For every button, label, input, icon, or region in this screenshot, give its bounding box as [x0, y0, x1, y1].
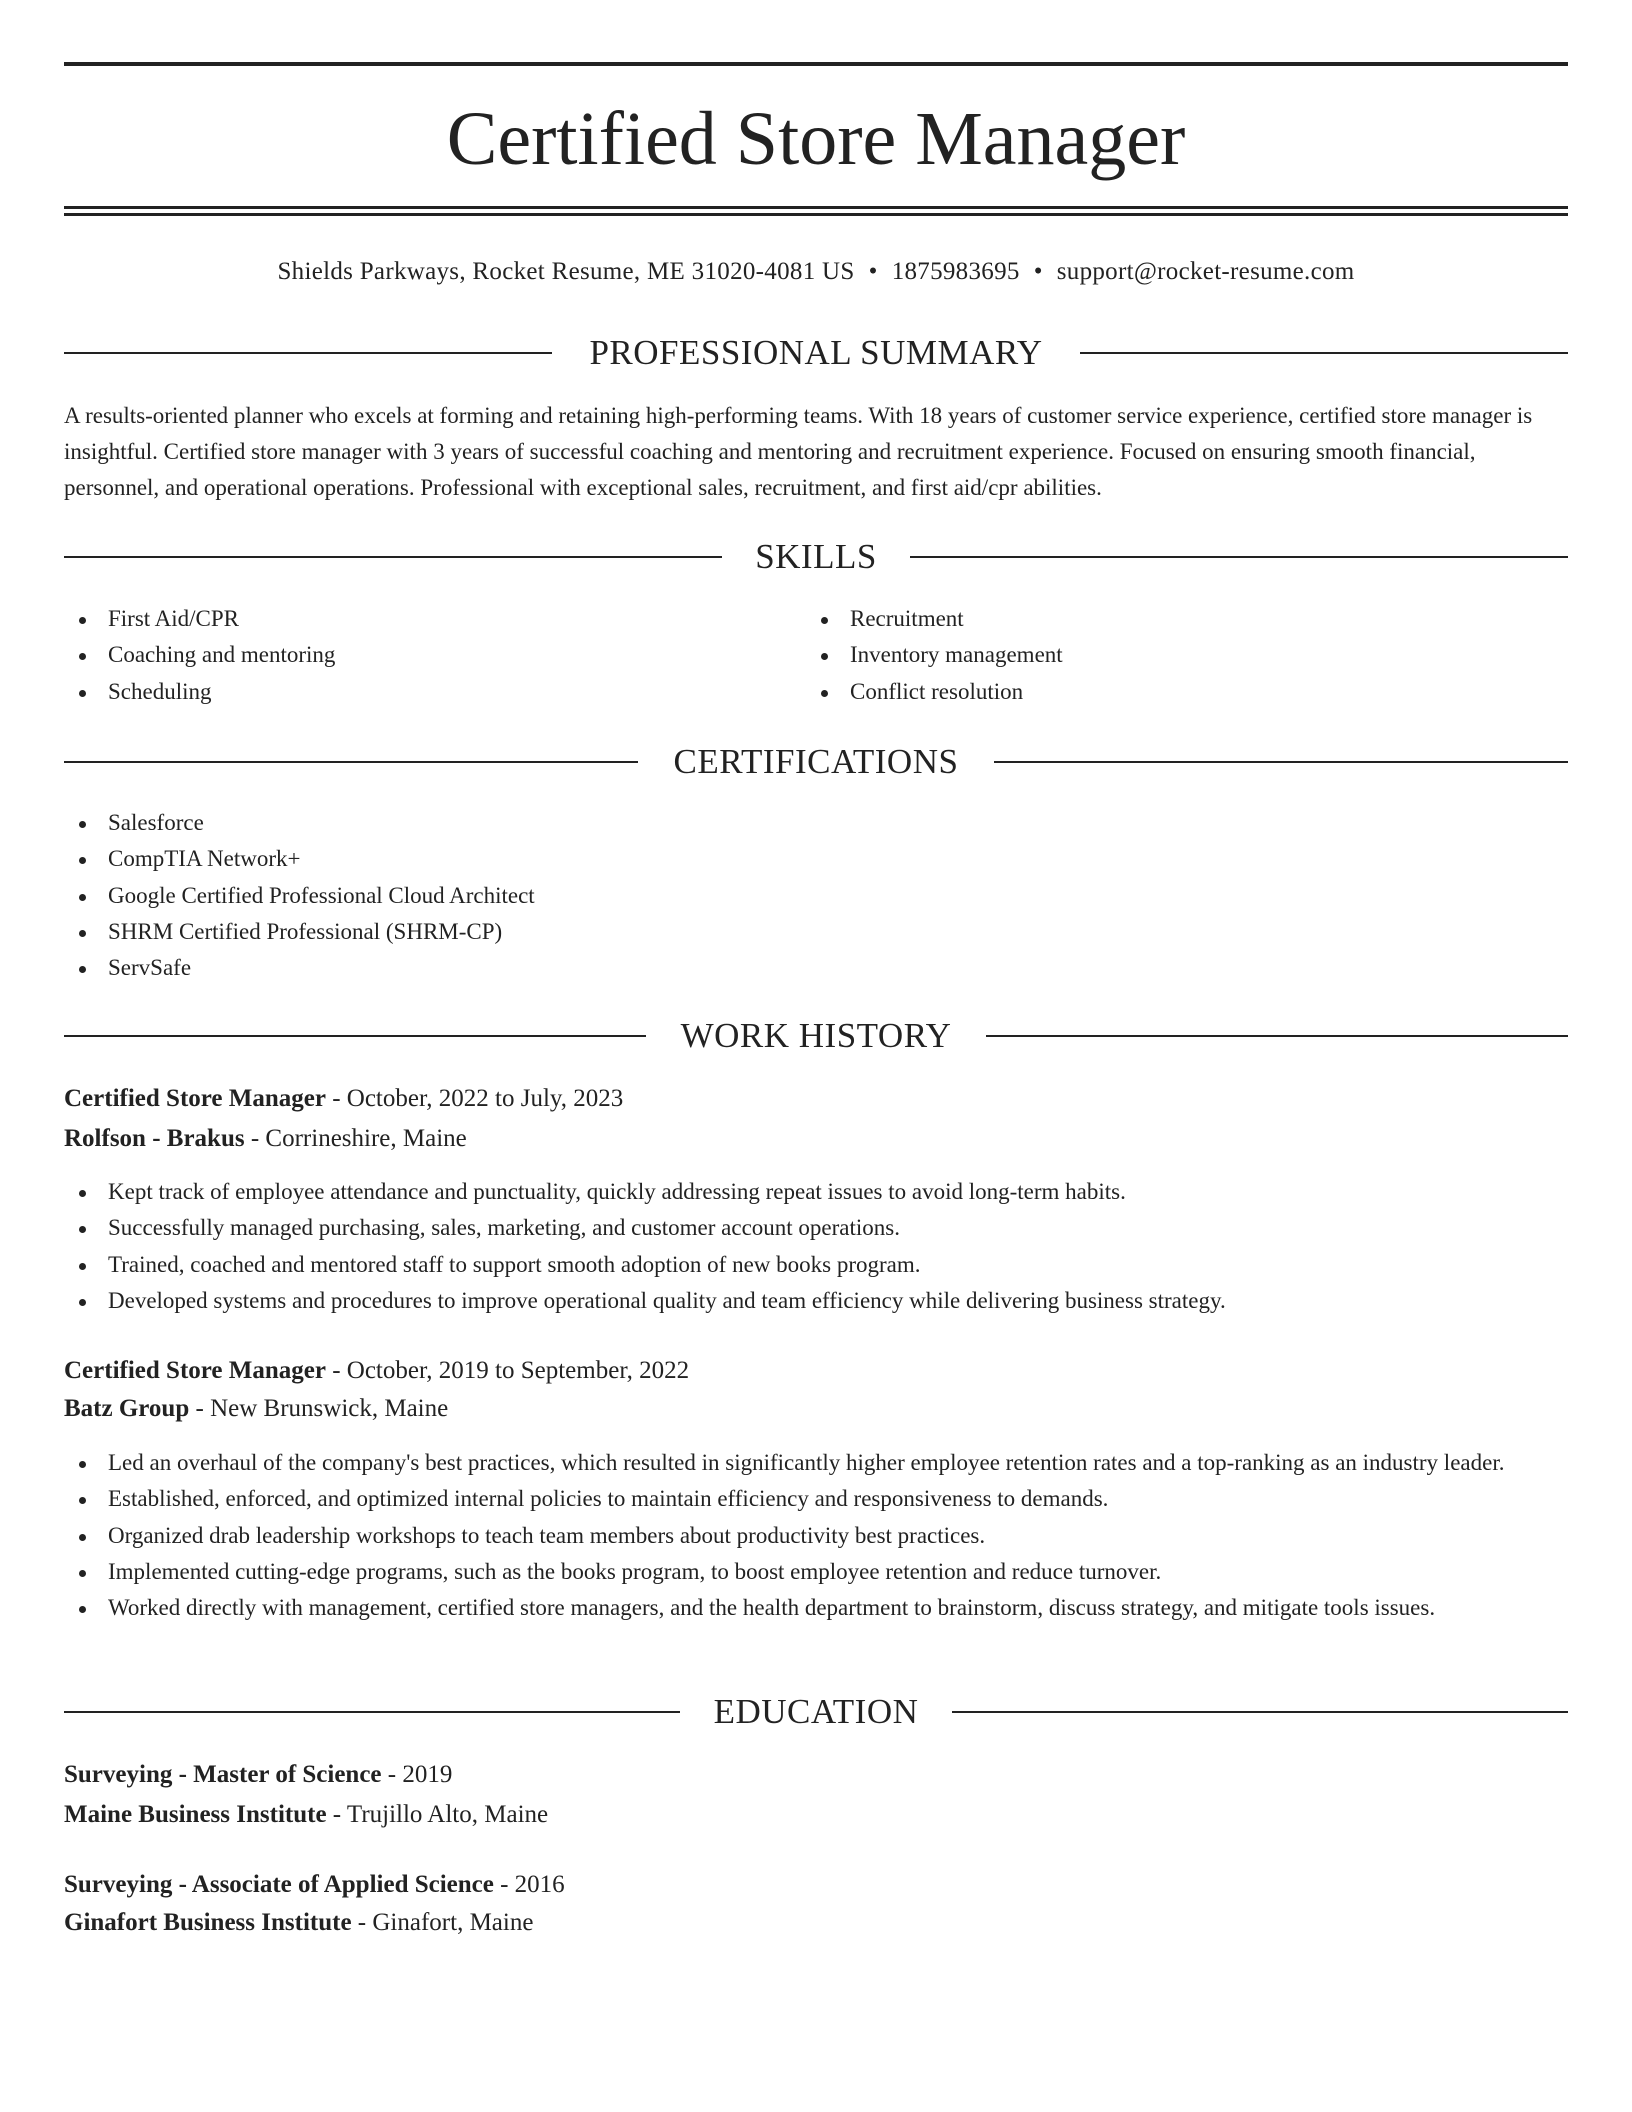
job-location: - Corrineshire, Maine — [244, 1125, 467, 1152]
skill-item: Scheduling — [64, 674, 764, 710]
job-dates: - October, 2022 to July, 2023 — [325, 1085, 624, 1112]
skills-list-left — [64, 601, 764, 710]
job-bullet: Worked directly with management, certified store managers, and the health department to brainstorm, discuss strategy, and mitigate tools issues. — [64, 1590, 1568, 1626]
skill-item: Inventory management — [806, 637, 1506, 673]
section-title: EDUCATION — [713, 1692, 919, 1731]
section-heading-education — [64, 1689, 1568, 1735]
job-bullet: Developed systems and procedures to improve operational quality and team efficiency while delivering business strategy. — [64, 1283, 1568, 1319]
skill-item: Coaching and mentoring — [64, 637, 764, 673]
certifications-list — [64, 805, 1568, 986]
job-bullet: Organized drab leadership workshops to teach team members about productivity best practices. — [64, 1518, 1568, 1554]
job-bullet: Successfully managed purchasing, sales, marketing, and customer account operations. — [64, 1210, 1568, 1246]
job-dates: - October, 2019 to September, 2022 — [325, 1357, 690, 1384]
header-rule-1 — [64, 206, 1568, 209]
education-degree-line — [64, 1866, 565, 1904]
education-degree-line — [64, 1756, 452, 1794]
education-degree: Surveying - Master of Science — [64, 1761, 382, 1788]
job-title-line — [64, 1080, 623, 1118]
section-heading-skills — [64, 534, 1568, 580]
job-bullet: Implemented cutting-edge programs, such as the books program, to boost employee retention and reduce turnover. — [64, 1554, 1568, 1590]
header-top-rule — [64, 62, 1568, 66]
section-heading-summary — [64, 330, 1568, 376]
education-school-line — [64, 1904, 533, 1942]
contact-separator: • — [868, 258, 878, 285]
section-title: WORK HISTORY — [680, 1016, 952, 1055]
job-title: Certified Store Manager — [64, 1357, 326, 1384]
skill-item: Recruitment — [806, 601, 1506, 637]
certification-item: SHRM Certified Professional (SHRM-CP) — [64, 914, 1568, 950]
job-title-line — [64, 1352, 689, 1390]
contact-line — [64, 255, 1568, 289]
education-location: - Trujillo Alto, Maine — [326, 1801, 549, 1828]
job-company-line — [64, 1120, 467, 1158]
contact-address: Shields Parkways, Rocket Resume, ME 31020-4081 US — [277, 258, 855, 285]
education-school: Ginafort Business Institute — [64, 1909, 352, 1936]
section-heading-certifications — [64, 739, 1568, 785]
certification-item: CompTIA Network+ — [64, 841, 1568, 877]
contact-email[interactable]: support@rocket-resume.com — [1056, 258, 1355, 285]
job-bullet: Kept track of employee attendance and punctuality, quickly addressing repeat issues to avoid long-term habits. — [64, 1174, 1568, 1210]
job-bullet: Trained, coached and mentored staff to support smooth adoption of new books program. — [64, 1247, 1568, 1283]
job-company-line — [64, 1390, 448, 1428]
job-bullet: Led an overhaul of the company's best practices, which resulted in significantly higher employee retention rates and a top-ranking as an industry leader. — [64, 1445, 1568, 1481]
education-year: - 2016 — [493, 1871, 565, 1898]
certification-item: Salesforce — [64, 805, 1568, 841]
job-bullets — [64, 1174, 1568, 1319]
section-heading-work — [64, 1013, 1568, 1059]
job-company: Rolfson - Brakus — [64, 1125, 245, 1152]
job-company: Batz Group — [64, 1395, 190, 1422]
contact-phone: 1875983695 — [891, 258, 1020, 285]
summary-text: A results-oriented planner who excels at forming and retaining high-performing teams. With 18 years of customer service experience, certified store manager is insightful. Certified store manager with 3 years of successful coaching and mentoring and recruitment experience. Focused on ensuring smooth financial, personnel, and operational operations. Professional with exceptional sales, recruitment, and first aid/cpr abilities. — [64, 403, 1533, 500]
job-title: Certified Store Manager — [64, 1085, 326, 1112]
skill-item: First Aid/CPR — [64, 601, 764, 637]
section-title: CERTIFICATIONS — [673, 742, 959, 781]
certification-item: ServSafe — [64, 950, 1568, 986]
education-school-line — [64, 1796, 548, 1834]
section-title: PROFESSIONAL SUMMARY — [589, 333, 1043, 372]
job-bullets — [64, 1445, 1568, 1626]
section-title: SKILLS — [755, 537, 877, 576]
education-location: - Ginafort, Maine — [351, 1909, 534, 1936]
header-rule-2 — [64, 213, 1568, 216]
contact-separator: • — [1033, 258, 1043, 285]
skill-item: Conflict resolution — [806, 674, 1506, 710]
skills-list-right — [806, 601, 1506, 710]
education-degree: Surveying - Associate of Applied Science — [64, 1871, 494, 1898]
education-year: - 2019 — [381, 1761, 453, 1788]
job-bullet: Established, enforced, and optimized internal policies to maintain efficiency and responsiveness to demands. — [64, 1481, 1568, 1517]
job-location: - New Brunswick, Maine — [189, 1395, 449, 1422]
certification-item: Google Certified Professional Cloud Architect — [64, 878, 1568, 914]
resume-title: Certified Store Manager — [446, 97, 1186, 181]
education-school: Maine Business Institute — [64, 1801, 327, 1828]
